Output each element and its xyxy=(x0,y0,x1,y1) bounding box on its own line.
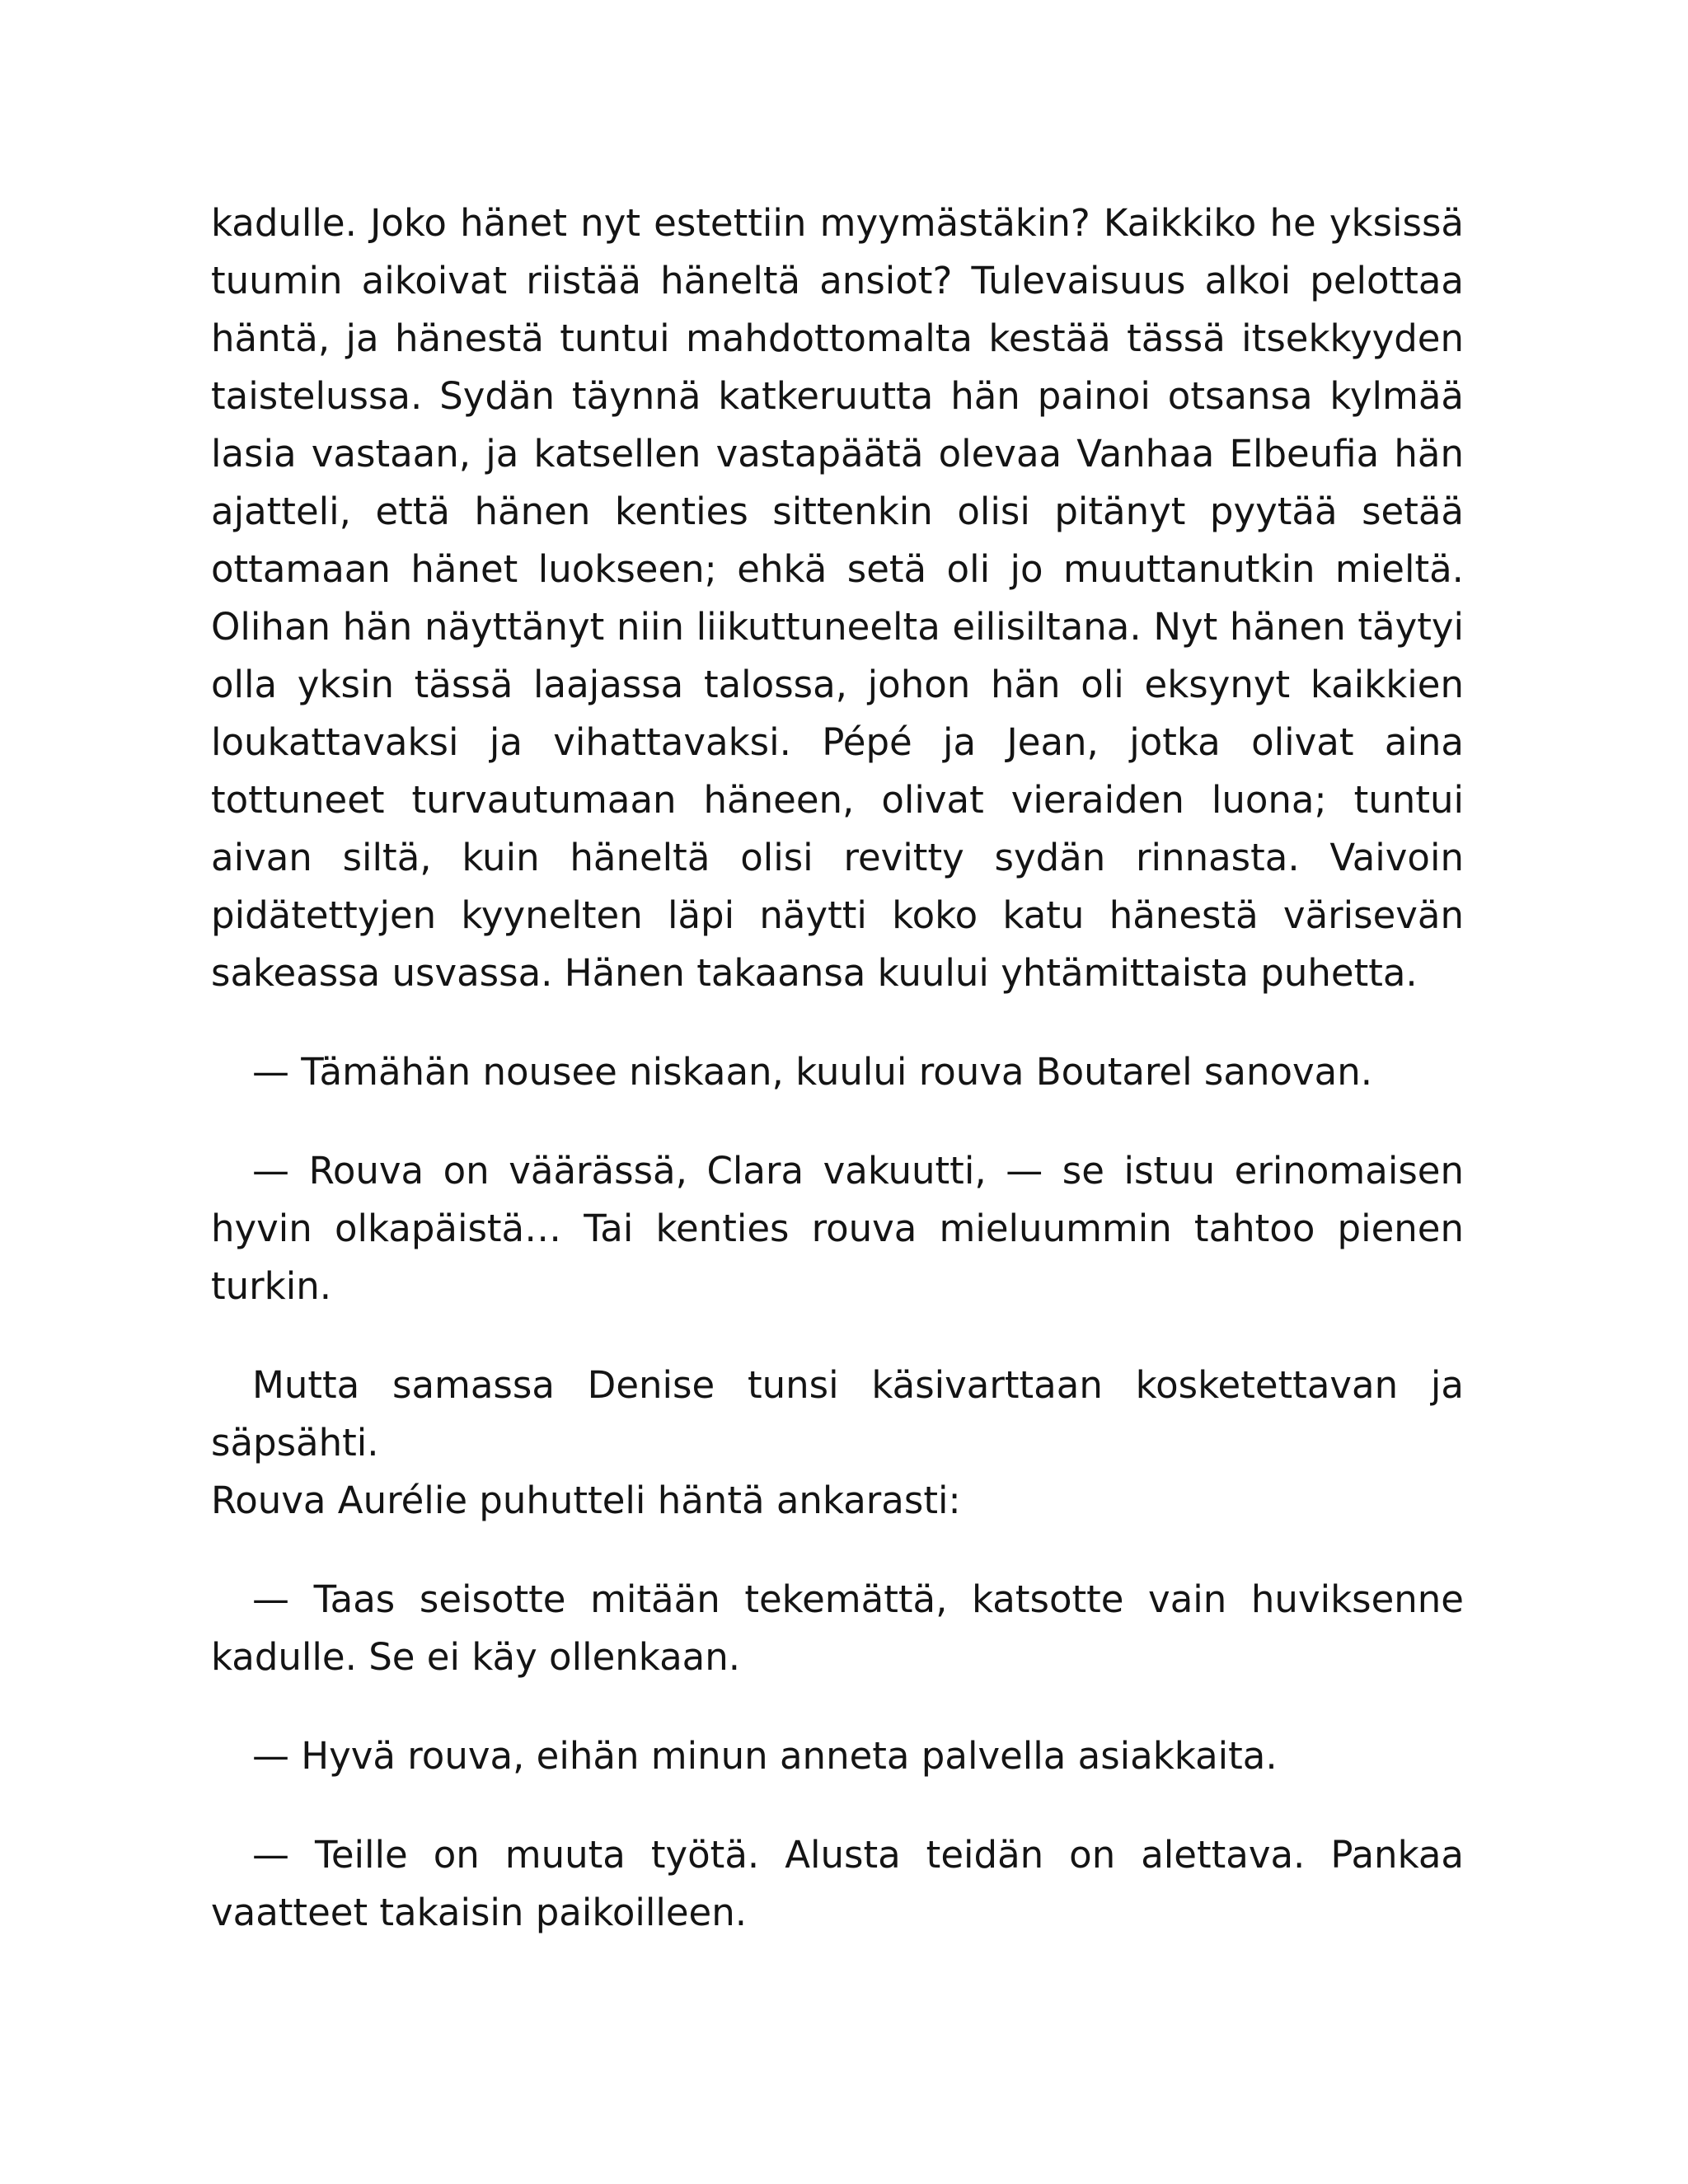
body-text xyxy=(211,194,1464,1942)
dialogue-paragraph: — Hyvä rouva, eihän minun anneta palvella asiakkaita. xyxy=(252,1734,1278,1778)
narration-paragraph: Mutta samassa Denise tunsi käsivarttaan kosketettavan ja säpsähti. xyxy=(211,1363,1464,1465)
dialogue-paragraph: — Teille on muuta työtä. Alusta teidän on alettava. Pankaa vaatteet takaisin paikoilleen. xyxy=(211,1833,1464,1934)
dialogue-paragraph: — Tämähän nousee niskaan, kuului rouva Boutarel sanovan. xyxy=(252,1050,1373,1094)
dialogue-paragraph: — Taas seisotte mitään tekemättä, katsotte vain huviksenne kadulle. Se ei käy ollenkaan. xyxy=(211,1577,1464,1679)
dialogue-paragraph: — Rouva on väärässä, Clara vakuutti, — se istuu erinomaisen hyvin olkapäistä… Tai kenties rouva mieluummin tahtoo pienen turkin. xyxy=(211,1149,1464,1308)
narration-paragraph: Rouva Aurélie puhutteli häntä ankarasti: xyxy=(211,1479,961,1522)
paragraph-continuation: kadulle. Joko hänet nyt estettiin myymästäkin? Kaikkiko he yksissä tuumin aikoivat riistää häneltä ansiot? Tulevaisuus alkoi pelottaa häntä, ja hänestä tuntui mahdottomalta kestää tässä itsekkyyden taistelussa. Sydän täynnä katkeruutta hän painoi otsansa kylmää lasia vastaan, ja katsellen vastapäätä olevaa Vanhaa Elbeufia hän ajatteli, että hänen kenties sittenkin olisi pitänyt pyytää setää ottamaan hänet luokseen; ehkä setä oli jo muuttanutkin mieltä. Olihan hän näyttänyt niin liikuttuneelta eilisiltana. Nyt hänen täytyi olla yksin tässä laajassa talossa, johon hän oli eksynyt kaikkien loukattavaksi ja vihattavaksi. Pépé ja Jean, jotka olivat aina tottuneet turvautumaan häneen, olivat vieraiden luona; tuntui aivan siltä, kuin häneltä olisi revitty sydän rinnasta. Vaivoin pidätettyjen kyynelten läpi näytti koko katu hänestä värisevän sakeassa usvassa. Hänen takaansa kuului yhtämittaista puhetta. xyxy=(211,201,1464,995)
